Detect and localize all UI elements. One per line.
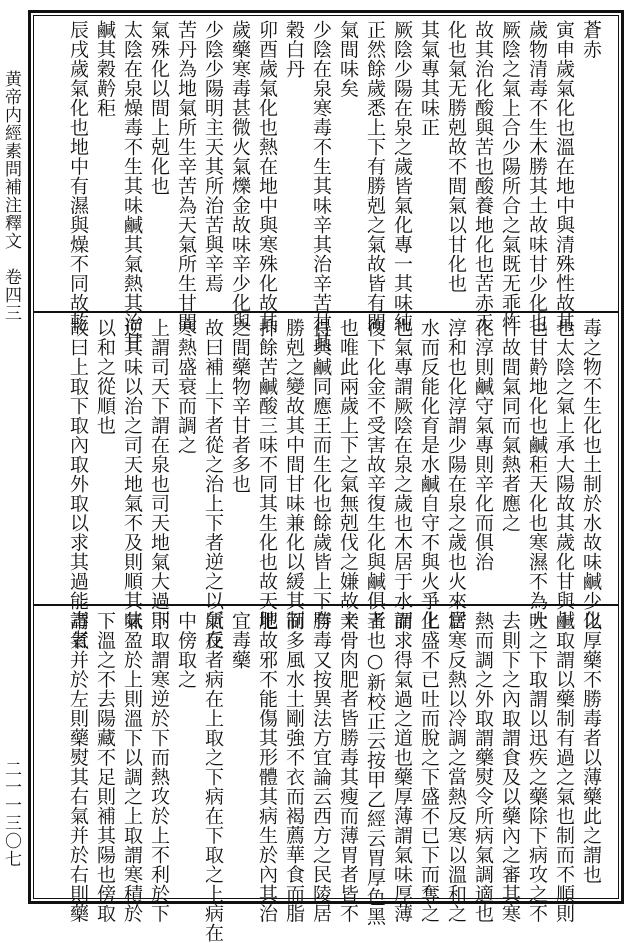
text-column: 下溫之不去陽藏不足則補其陽也傍取: [94, 611, 116, 923]
text-column: 也甘黅地化也鹹秬天化也寒濕不為大: [526, 318, 548, 630]
text-column: 苦丹為地氣所生辛苦為天氣所生甘間: [175, 20, 197, 332]
text-column: 太陰在泉燥毒不生其味鹹其氣熱其治甘: [121, 20, 143, 352]
text-column: 其氣專其味正: [418, 20, 440, 137]
text-column: 歲物清毒不生木勝其土故味甘少化也: [526, 20, 548, 332]
text-column: 逆其味以治之司天地氣不及則順其味: [121, 318, 143, 630]
text-column: 以和之從順也: [94, 318, 116, 435]
text-column: 勝毒又按異法方宜論云西方之民陵居: [310, 611, 332, 923]
text-column: 去則下之內取謂食及以藥內之審其寒: [499, 611, 521, 923]
text-column: 大骨肉肥者皆勝毒其瘦而薄胃者皆不: [337, 611, 359, 923]
text-column: 勝剋之變故其中間甘味兼化以緩其制: [283, 318, 305, 630]
text-column: 上取謂以藥制有過之氣也制而不順則: [553, 611, 575, 923]
text-column: 復下化金不受害故辛復生化與鹹俱王: [364, 318, 386, 630]
text-column: 也唯此兩歲上下之氣無剋伐之嫌故辛: [337, 318, 359, 630]
text-column: 故曰上取下取內取外取以求其過能毒者: [67, 318, 89, 650]
text-column: 少陰少陽明主天其所治苦與辛焉: [202, 20, 224, 293]
text-column: 寅申歲氣化也溫在地中與清殊性故其: [553, 20, 575, 332]
text-column: 水而反能化育是水鹹自守不與火爭化: [418, 318, 440, 630]
text-column: 宜毒藥: [229, 611, 251, 670]
text-column: 熱而調之外取謂藥熨令所病氣調適也: [472, 611, 494, 923]
text-column: 氣反者病在上取之下病在下取之上病在: [202, 611, 224, 943]
text-column: 氣盈於上則溫下以調之上取謂寒積於: [121, 611, 143, 923]
text-column: 而多風水土剛強不衣而褐薦華食而脂: [283, 611, 305, 923]
text-column: 辰戌歲氣化也地中有濕與燥不同故乾: [67, 20, 89, 332]
text-column: 當寒反熱以冷調之當熱反寒以溫和之: [445, 611, 467, 923]
text-column: 謂求得氣過之道也藥厚薄謂氣味厚薄: [391, 611, 413, 923]
text-column: 得與鹹同應王而生化也餘歲皆上下有: [310, 318, 332, 630]
text-column: 卯酉歲氣化也熱在地中與寒殊化故其: [256, 20, 278, 332]
text-column: 歲藥寒毒甚微火氣爍金故味辛少化與: [229, 20, 251, 332]
text-column: 化淳則鹹守氣專則辛化而俱治: [472, 318, 494, 572]
text-column: 中傍取之: [175, 611, 197, 689]
text-column: 以厚藥不勝毒者以薄藥此之謂也: [580, 611, 602, 884]
text-column: 肥故邪不能傷其形體其病生於內其治: [256, 611, 278, 923]
text-column: 故曰補上下者從之治上下者逆之以所在: [202, 318, 224, 650]
text-column: 穀白丹: [283, 20, 305, 79]
text-column: 之間藥物辛甘者多也: [229, 318, 251, 494]
text-column: 者也○新校正云按甲乙經云胃厚色黑: [364, 611, 386, 926]
text-column: 淳和也化淳謂少陽在泉之歲也火來居: [445, 318, 467, 630]
text-column: 也氣專謂厥陰在泉之歲也木居于水而: [391, 318, 413, 630]
text-column: 氣殊化以間上剋化也: [148, 20, 170, 196]
text-column: 抑餘苦鹹酸三味不同其生化也故天地: [256, 318, 278, 630]
text-column: 厥陰少陽在泉之歲皆氣化專一其味純: [391, 20, 413, 332]
margin-page-number: 二一一三〇七: [1, 760, 21, 868]
text-column: 寒熱盛衰而調之: [175, 318, 197, 455]
text-column: 少陰在泉寒毒不生其味辛其治辛苦甘其: [310, 20, 332, 352]
text-column: 毒之物不生化也土制於水故味鹹少化: [580, 318, 602, 630]
text-column: 厥陰之氣上合少陽所合之氣既无乖忤: [499, 20, 521, 332]
text-column: 忤故間氣同而氣熱者應之: [499, 318, 521, 533]
text-column: 也太陰之氣上承大陽故其歲化甘與鹹: [553, 318, 575, 630]
text-column: 鹹其穀黅秬: [94, 20, 116, 118]
text-column: 正然餘歲悉上下有勝剋之氣故皆有間: [364, 20, 386, 332]
text-column: 下取謂寒逆於下而熱攻於上不利於下: [148, 611, 170, 923]
text-column: 蒼赤: [580, 20, 602, 59]
text-column: 上謂司天下謂在泉也司天地氣大過則: [148, 318, 170, 630]
text-column: 故其治化酸與苦也酸養地化也苦赤天: [472, 20, 494, 332]
text-column: 謂氣并於左則藥熨其右氣并於右則藥: [67, 611, 89, 923]
text-column: 化也氣无勝剋故不間氣以甘化也: [445, 20, 467, 293]
text-column: 上盛不已吐而脫之下盛不已下而奪之: [418, 611, 440, 923]
text-column: 吐之下取謂以迅疾之藥除下病攻之不: [526, 611, 548, 923]
text-column: 氣間味矣: [337, 20, 359, 98]
margin-book-title: 黄帝内經素問補注釋文 卷四三: [1, 70, 21, 322]
